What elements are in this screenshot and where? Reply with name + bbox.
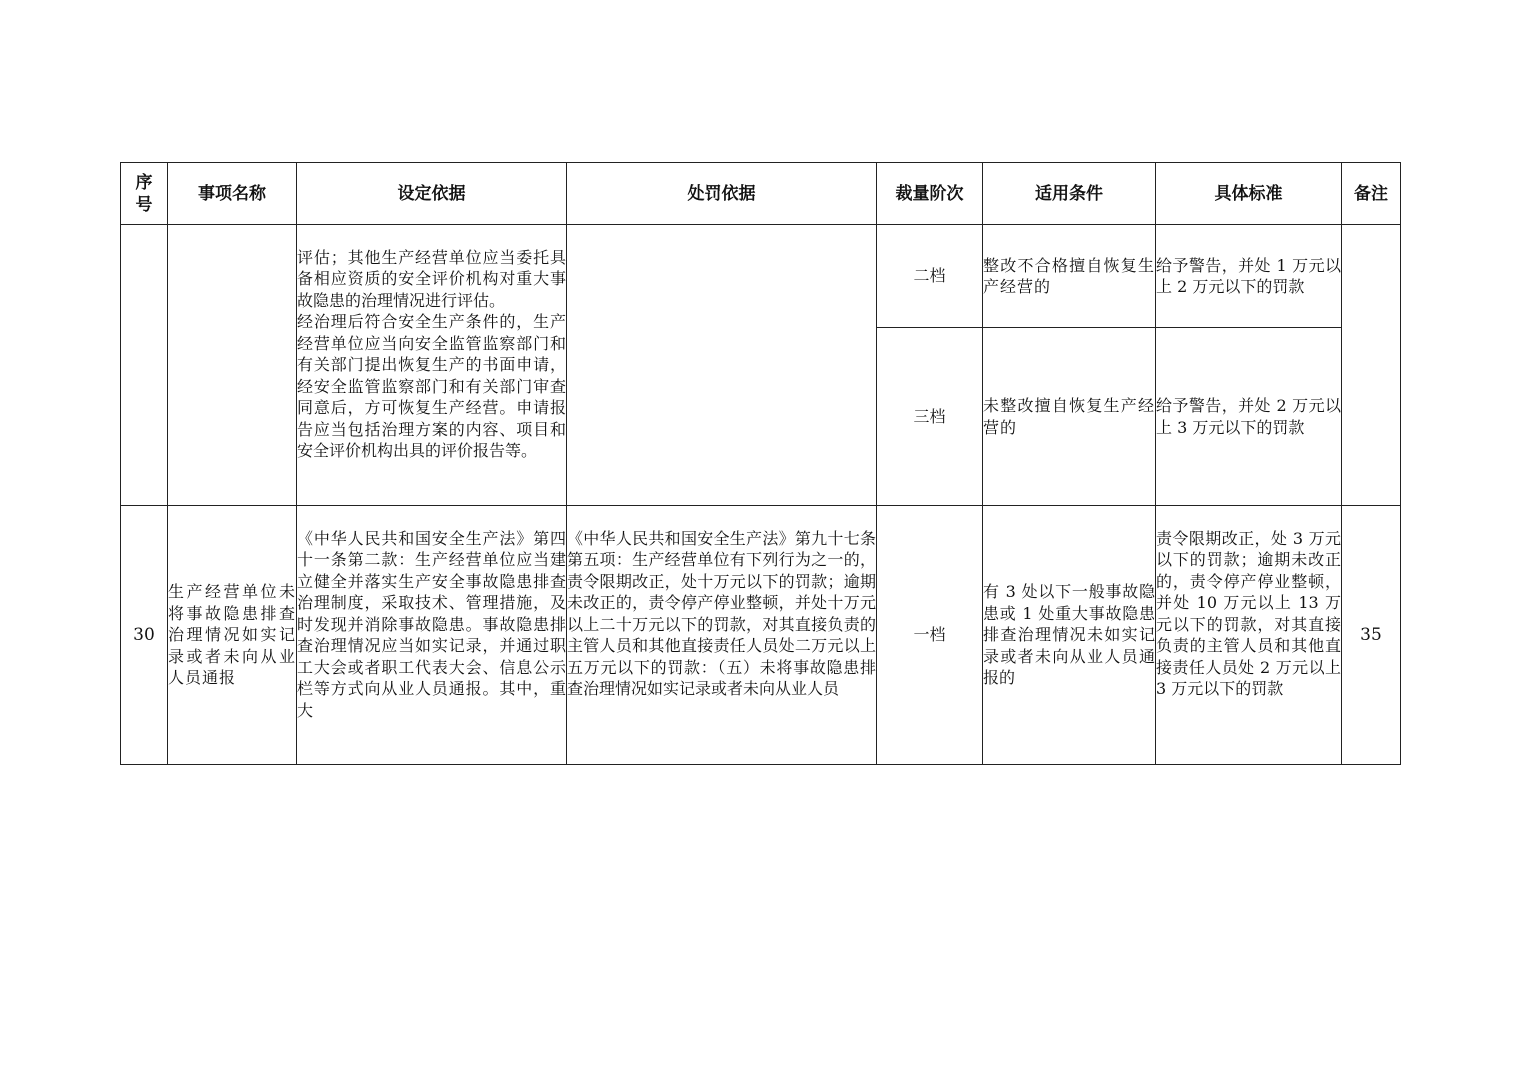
header-discretion-level: 裁量阶次 <box>877 163 983 225</box>
seq-cell-empty <box>121 225 168 506</box>
condition-cell: 整改不合格擅自恢复生产经营的 <box>983 225 1156 328</box>
table-header-row <box>121 163 1401 225</box>
legal-basis-cell <box>297 506 567 765</box>
penalty-basis-cell-empty <box>567 225 877 506</box>
standard-cell: 给予警告，并处 1 万元以上 2 万元以下的罚款 <box>1156 225 1342 328</box>
standard-cell <box>1156 506 1342 765</box>
level-cell: 二档 <box>877 225 983 328</box>
header-penalty-basis: 处罚依据 <box>567 163 877 225</box>
table-row <box>121 225 1401 328</box>
legal-basis-text: 评估；其他生产经营单位应当委托具备相应资质的安全评价机构对重大事故隐患的治理情况进行评估。 经治理后符合安全生产条件的，生产经营单位应当向安全监管监察部门和有关部门提出恢复生产的书面申请，经安全监管监察部门和有关部门审查同意后，方可恢复生产经营。申请报告应当包括治理方案的内容、项目和安全评价机构出具的评价报告等。 <box>297 247 566 460</box>
penalty-basis-cell <box>567 506 877 765</box>
remarks-cell: 35 <box>1342 506 1401 765</box>
header-specific-standard: 具体标准 <box>1156 163 1342 225</box>
level-cell: 三档 <box>877 328 983 506</box>
condition-cell: 未整改擅自恢复生产经营的 <box>983 328 1156 506</box>
standard-cell: 给予警告，并处 2 万元以上 3 万元以下的罚款 <box>1156 328 1342 506</box>
standard-text: 责令限期改正，处 3 万元以下的罚款；逾期未改正的，责令停产停业整顿，并处 10 万元以上 13 万元以下的罚款，对其直接负责的主管人员和其他直接责任人员处 2 万元以上 3 万元以下的罚款 <box>1156 528 1341 698</box>
penalty-standard-table <box>120 162 1401 765</box>
header-remarks: 备注 <box>1342 163 1401 225</box>
penalty-basis-text: 《中华人民共和国安全生产法》第九十七条第五项：生产经营单位有下列行为之一的，责令限期改正，处十万元以下的罚款；逾期未改正的，责令停产停业整顿，并处十万元以上二十万元以下的罚款，对其直接负责的主管人员和其他直接责任人员处二万元以上五万元以下的罚款：（五）未将事故隐患排查治理情况如实记录或者未向从业人员 <box>567 528 876 698</box>
header-legal-basis: 设定依据 <box>297 163 567 225</box>
header-seq: 序 号 <box>121 163 168 225</box>
seq-cell: 30 <box>121 506 168 765</box>
condition-cell: 有 3 处以下一般事故隐患或 1 处重大事故隐患排查治理情况未如实记录或者未向从业人员通报的 <box>983 506 1156 765</box>
item-name-cell-empty <box>168 225 297 506</box>
header-item-name: 事项名称 <box>168 163 297 225</box>
legal-basis-continuation <box>297 225 567 506</box>
table-row <box>121 506 1401 765</box>
remarks-cell-empty <box>1342 225 1401 506</box>
level-cell: 一档 <box>877 506 983 765</box>
item-name-cell: 生产经营单位未将事故隐患排查治理情况如实记录或者未向从业人员通报 <box>168 506 297 765</box>
header-applicable-condition: 适用条件 <box>983 163 1156 225</box>
legal-basis-text: 《中华人民共和国安全生产法》第四十一条第二款：生产经营单位应当建立健全并落实生产安全事故隐患排查治理制度，采取技术、管理措施，及时发现并消除事故隐患。事故隐患排查治理情况应当如实记录，并通过职工大会或者职工代表大会、信息公示栏等方式向从业人员通报。其中，重大 <box>297 528 566 720</box>
